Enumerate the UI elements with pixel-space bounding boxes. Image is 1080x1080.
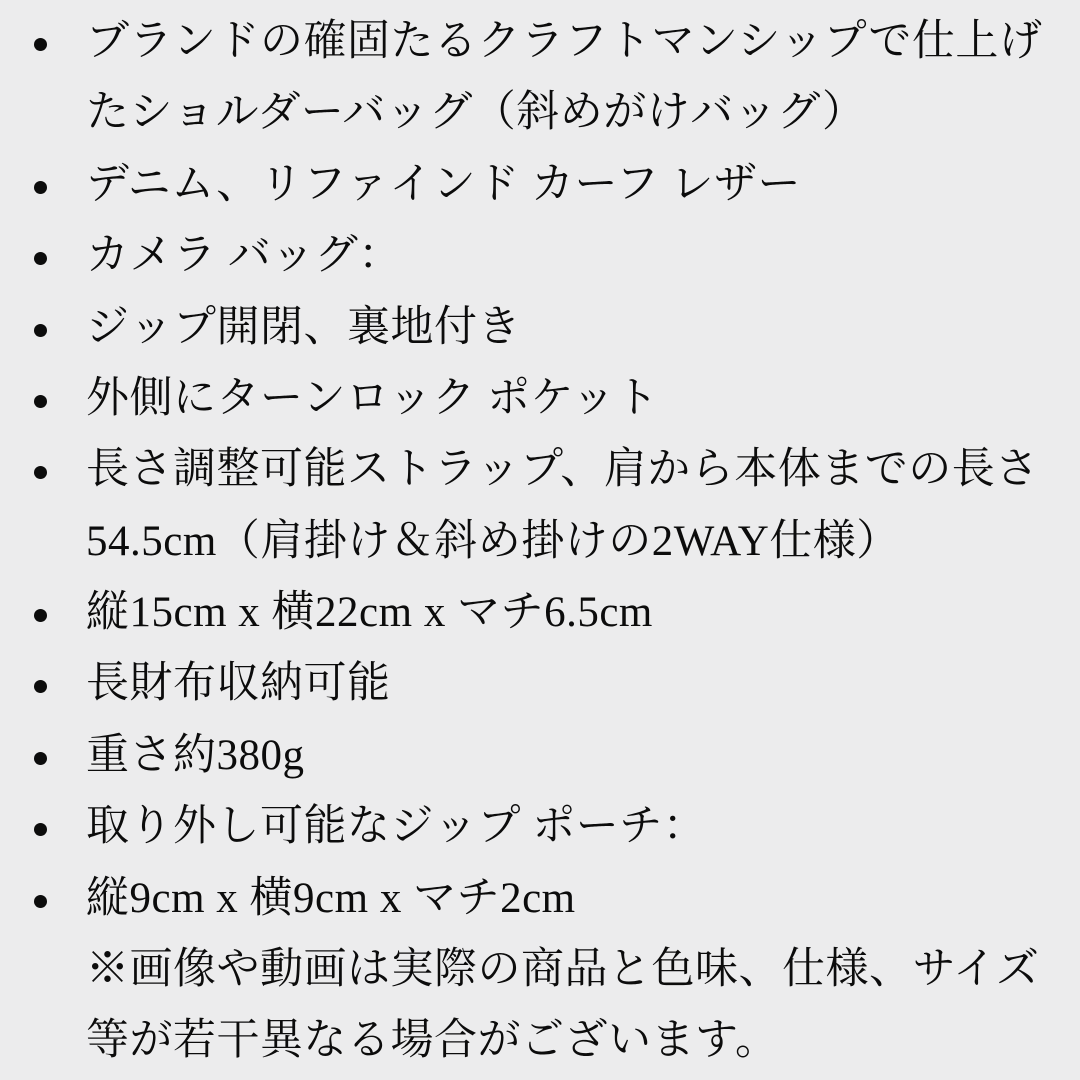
list-item-text: 縦15cm x 横22cm x マチ6.5cm (86, 589, 653, 636)
list-item-text: ブランドの確固たるクラフトマンシップで仕上げたショルダーバッグ（斜めがけバッグ） (86, 18, 1043, 137)
list-item-text: 取り外し可能なジップ ポーチ： (86, 803, 707, 851)
list-item (14, 434, 1066, 577)
list-item (14, 791, 1066, 862)
list-item-text: 縦9cm x 横9cm x マチ2cm (86, 874, 576, 922)
list-item (14, 292, 1066, 363)
list-item-text: 長さ調整可能ストラップ、肩から本体までの長さ54.5cm（肩掛け＆斜め掛けの2WAY仕様） (86, 446, 1039, 565)
list-item-text: 外側にターンロック ポケット (86, 374, 659, 422)
list-item-text: 長財布収納可能 (86, 660, 391, 708)
spec-bullet-list (14, 6, 1066, 1077)
list-item (14, 149, 1066, 220)
disclaimer-note: ※画像や動画は実際の商品と色味、仕様、サイズ等が若干異なる場合がございます。 (86, 945, 1040, 1065)
list-item-text: 重さ約380g (86, 731, 305, 779)
list-item (14, 863, 1066, 1077)
list-item (14, 363, 1066, 434)
list-item (14, 720, 1066, 791)
list-item (14, 6, 1066, 149)
list-item (14, 220, 1066, 291)
list-item-text: デニム、リファインド カーフ レザー (86, 160, 802, 208)
list-item-text: ジップ開閉、裏地付き (86, 303, 521, 351)
list-item-text: カメラ バッグ： (86, 232, 402, 280)
list-item (14, 577, 1066, 648)
list-item (14, 648, 1066, 719)
